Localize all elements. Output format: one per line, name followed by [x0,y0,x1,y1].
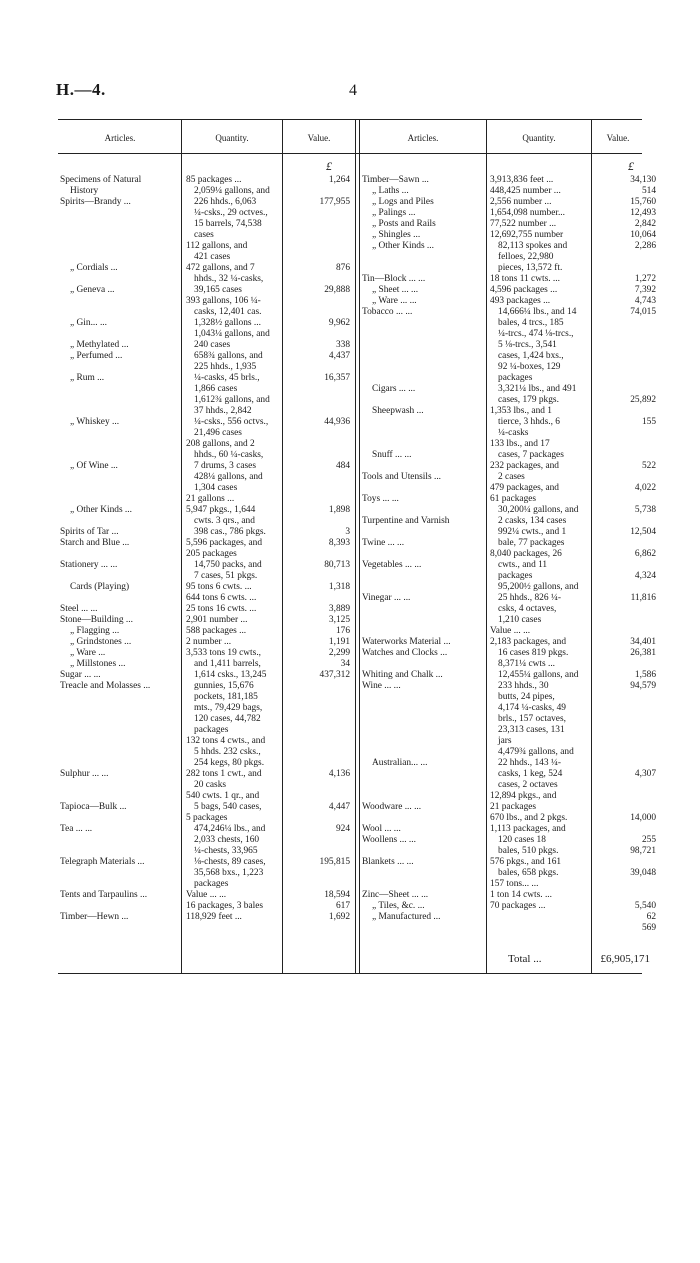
value-cell: 4,022 [634,483,656,493]
article-cell: „ Methylated ... [70,340,129,350]
value-cell: 10,064 [630,230,656,240]
article-cell: Woollens ... ... [362,835,416,845]
quantity-cell: ¼-casks [498,428,529,438]
table-bottom-rule [58,973,642,974]
quantity-cell: cwts. 3 qrs., and [194,516,255,526]
quantity-cell: pockets, 181,185 [194,692,258,702]
article-cell: Steel ... ... [60,604,98,614]
quantity-cell: packages [194,725,229,735]
article-cell: Vinegar ... ... [362,593,411,603]
quantity-cell: 22 hhds., 143 ¼- [498,758,562,768]
article-cell: „ Whiskey ... [70,417,120,427]
quantity-cell: 5 ⅛-trcs., 3,541 [498,340,557,350]
value-cell: 195,815 [319,857,350,867]
quantity-cell: 226 hhds., 6,063 [194,197,257,207]
value-cell: 1,586 [634,670,656,680]
quantity-cell: 3,321¼ lbs., and 491 [498,384,577,394]
quantity-cell: 4,596 packages ... [490,285,558,295]
quantity-cell: 23,313 cases, 131 [498,725,565,735]
quantity-cell: 1,353 lbs., and 1 [490,406,552,416]
value-cell: 5,738 [634,505,656,515]
quantity-cell: 240 cases [194,340,231,350]
quantity-cell: ¼-trcs., 474 ⅛-trcs., [498,329,574,339]
quantity-cell: and 1,411 barrels, [194,659,261,669]
article-cell: Starch and Blue ... [60,538,130,548]
value-cell: 4,743 [634,296,656,306]
header-bottom-rule [58,153,642,154]
article-cell: „ Palings ... [372,208,416,218]
value-cell: 98,721 [630,846,656,856]
quantity-cell: 95,200½ gallons, and [498,582,579,592]
quantity-cell: 8,040 packages, 26 [490,549,562,559]
article-cell: „ Ware ... [70,648,106,658]
value-cell: 338 [335,340,350,350]
quantity-cell: 16 packages, 3 bales [186,901,264,911]
quantity-cell: cases, 7 packages [498,450,564,460]
article-cell: Wine ... ... [362,681,401,691]
article-cell: Treacle and Molasses ... [60,681,151,691]
value-cell: 2,299 [328,648,350,658]
quantity-cell: felloes, 22,980 [498,252,554,262]
quantity-cell: 5,947 pkgs., 1,644 [186,505,256,515]
quantity-cell: 112 gallons, and [186,241,248,251]
quantity-cell: 39,165 cases [194,285,242,295]
quantity-cell: 18 tons 11 cwts. ... [490,274,560,284]
col-head-quantity-right: Quantity. [522,133,556,143]
quantity-cell: 77,522 number ... [490,219,557,229]
quantity-cell: hhds., 60 ¼-casks, [194,450,264,460]
value-cell: 569 [641,923,656,933]
quantity-cell: 25 hhds., 826 ¼- [498,593,562,603]
value-cell: 74,015 [630,307,656,317]
quantity-cell: 393 gallons, 106 ¼- [186,296,261,306]
quantity-cell: 658¾ gallons, and [194,351,263,361]
article-cell: Tin—Block ... ... [362,274,426,284]
quantity-cell: 157 tons... ... [490,879,539,889]
article-cell: Blankets ... ... [362,857,414,867]
quantity-cell: ¼-csks., 29 octves., [194,208,268,218]
value-cell: 4,437 [328,351,350,361]
article-cell: Tools and Utensils ... [362,472,442,482]
quantity-cell: 12,692,755 number [490,230,564,240]
quantity-cell: ¼-chests, 33,965 [194,846,258,856]
value-cell: 617 [335,901,350,911]
article-cell: „ Other Kinds ... [372,241,434,251]
quantity-cell: pieces, 13,572 ft. [498,263,563,273]
quantity-cell: 992¼ cwts., and 1 [498,527,567,537]
quantity-cell: 208 gallons, and 2 [186,439,255,449]
quantity-cell: 5 hhds. 232 csks., [194,747,261,757]
article-cell: Spirits of Tar ... [60,527,119,537]
quantity-cell: 14,666¼ lbs., and 14 [498,307,577,317]
quantity-cell: 5 bags, 540 cases, [194,802,262,812]
article-cell: „ Of Wine ... [70,461,118,471]
quantity-cell: bales, 4 trcs., 185 [498,318,564,328]
article-cell: „ Shingles ... [372,230,421,240]
quantity-cell: hhds., 32 ¼-casks, [194,274,264,284]
page-code: H.—4. [56,80,106,99]
article-cell: Tea ... ... [60,824,93,834]
article-cell: Stone—Building ... [60,615,133,625]
quantity-cell: 588 packages ... [186,626,247,636]
article-cell: „ Manufactured ... [372,912,441,922]
quantity-cell: 2 number ... [186,637,232,647]
quantity-cell: 644 tons 6 cwts. ... [186,593,257,603]
quantity-cell: tierce, 3 hhds., 6 [498,417,560,427]
value-cell: 2,286 [634,241,656,251]
quantity-cell: cases [194,230,214,240]
quantity-cell: 21 packages [490,802,537,812]
quantity-cell: jars [498,736,512,746]
value-cell: 1,692 [328,912,350,922]
quantity-cell: 5,596 packages, and [186,538,263,548]
value-cell: 15,760 [630,197,656,207]
article-cell: „ Sheet ... ... [372,285,419,295]
quantity-cell: packages [498,571,533,581]
quantity-cell: 70 packages ... [490,901,546,911]
quantity-cell: 3,913,836 feet ... [490,175,554,185]
quantity-cell: 398 cas., 786 pkgs. [194,527,266,537]
value-cell: 11,816 [630,593,656,603]
quantity-cell: 4,174 ¼-casks, 49 [498,703,566,713]
quantity-cell: Value ... ... [490,626,531,636]
value-cell: 94,579 [630,681,656,691]
quantity-cell: 479 packages, and [490,483,559,493]
quantity-cell: 1,614 csks., 13,245 [194,670,267,680]
value-cell: 62 [646,912,656,922]
article-cell: „ Geneva ... [70,285,115,295]
quantity-cell: 1,210 cases [498,615,542,625]
quantity-cell: cwts., and 11 [498,560,548,570]
quantity-cell: ⅛-chests, 89 cases, [194,857,266,867]
article-cell: Woodware ... ... [362,802,422,812]
article-cell: Tobacco ... ... [362,307,413,317]
quantity-cell: cases, 179 pkgs. [498,395,559,405]
article-cell: Specimens of Natural [60,175,142,185]
col-rule-3b [359,119,360,973]
quantity-cell: 448,425 number ... [490,186,561,196]
article-cell: „ Other Kinds ... [70,505,132,515]
col-head-value-left: Value. [307,133,331,143]
quantity-cell: 35,568 bxs., 1,223 [194,868,264,878]
quantity-cell: 21,496 cases [194,428,242,438]
quantity-cell: casks, 1 keg, 524 [498,769,563,779]
value-cell: 484 [335,461,350,471]
article-cell: „ Flagging ... [70,626,120,636]
value-cell: 14,000 [630,813,656,823]
quantity-cell: 37 hhds., 2,842 [194,406,252,416]
article-cell: Telegraph Materials ... [60,857,145,867]
quantity-cell: 92 ¼-boxes, 129 [498,362,561,372]
quantity-cell: bales, 658 pkgs. [498,868,559,878]
quantity-cell: 493 packages ... [490,296,551,306]
value-cell: 4,136 [328,769,350,779]
article-cell: „ Perfumed ... [70,351,123,361]
total-value: £6,905,171 [600,953,650,965]
article-cell: Toys ... ... [362,494,399,504]
value-cell: 155 [641,417,656,427]
article-cell: Spirits—Brandy ... [60,197,131,207]
article-cell: „ Millstones ... [70,659,126,669]
value-cell: 522 [641,461,656,471]
currency-sign-left: £ [326,159,332,173]
table-top-rule [58,119,642,120]
value-cell: 12,504 [630,527,656,537]
quantity-cell: 1,612¾ gallons, and [194,395,270,405]
value-cell: 176 [335,626,350,636]
quantity-cell: 12,455¼ gallons, and [498,670,579,680]
value-cell: 34,401 [630,637,656,647]
quantity-cell: 7 drums, 3 cases [194,461,256,471]
value-cell: 1,898 [328,505,350,515]
quantity-cell: 1,304 cases [194,483,238,493]
quantity-cell: csks, 4 octaves, [498,604,557,614]
article-cell: „ Laths ... [372,186,409,196]
quantity-cell: 1,654,098 number... [490,208,565,218]
article-cell: Cigars ... ... [372,384,416,394]
value-cell: 80,713 [324,560,350,570]
quantity-cell: bales, 510 pkgs. [498,846,559,856]
article-cell: „ Cordials ... [70,263,118,273]
value-cell: 177,955 [319,197,350,207]
article-cell: Tapioca—Bulk ... [60,802,127,812]
value-cell: 3,125 [328,615,350,625]
article-cell: „ Ware ... ... [372,296,417,306]
value-cell: 39,048 [630,868,656,878]
quantity-cell: 282 tons 1 cwt., and [186,769,262,779]
article-cell: Waterworks Material ... [362,637,451,647]
quantity-cell: 2 casks, 134 cases [498,516,567,526]
article-cell: „ Logs and Piles [372,197,434,207]
article-cell: Sheepwash ... [372,406,424,416]
quantity-cell: cases, 1,424 bxs., [498,351,564,361]
value-cell: 25,892 [630,395,656,405]
value-cell: 4,447 [328,802,350,812]
article-cell: Sugar ... ... [60,670,101,680]
quantity-cell: 1,328½ gallons ... [194,318,261,328]
quantity-cell: 133 lbs., and 17 [490,439,550,449]
quantity-cell: butts, 24 pipes, [498,692,555,702]
quantity-cell: ¼-casks, 45 brls., [194,373,260,383]
quantity-cell: 254 kegs, 80 pkgs. [194,758,265,768]
value-cell: 255 [641,835,656,845]
col-head-articles-left: Articles. [104,133,136,143]
col-rule-4 [486,119,487,973]
quantity-cell: 2,183 packages, and [490,637,567,647]
quantity-cell: ¼-csks., 556 octvs., [194,417,269,427]
quantity-cell: 1,113 packages, and [490,824,566,834]
article-cell: Tents and Tarpaulins ... [60,890,148,900]
col-rule-1 [181,119,182,973]
value-cell: 34 [340,659,350,669]
value-cell: 1,272 [634,274,656,284]
value-cell: 2,842 [634,219,656,229]
col-rule-2 [282,119,283,973]
quantity-cell: 82,113 spokes and [498,241,568,251]
value-cell: 4,307 [634,769,656,779]
article-cell: Turpentine and Varnish [362,516,450,526]
value-cell: 9,962 [328,318,350,328]
quantity-cell: mts., 79,429 bags, [194,703,263,713]
quantity-cell: 12,894 pkgs., and [490,791,557,801]
quantity-cell: packages [498,373,533,383]
article-cell: „ Gin... ... [70,318,107,328]
value-cell: 876 [335,263,350,273]
article-cell: Twine ... ... [362,538,405,548]
quantity-cell: 21 gallons ... [186,494,235,504]
value-cell: 34,130 [630,175,656,185]
value-cell: 1,191 [328,637,350,647]
quantity-cell: 1,866 cases [194,384,238,394]
article-cell: Zinc—Sheet ... ... [362,890,429,900]
value-cell: 7,392 [634,285,656,295]
quantity-cell: 132 tons 4 cwts., and [186,736,266,746]
article-cell: Wool ... ... [362,824,401,834]
value-cell: 29,888 [324,285,350,295]
col-rule-3 [355,119,356,973]
quantity-cell: Value ... ... [186,890,227,900]
quantity-cell: bale, 77 packages [498,538,565,548]
value-cell: 1,264 [328,175,350,185]
quantity-cell: 472 gallons, and 7 [186,263,255,273]
article-cell: Vegetables ... ... [362,560,422,570]
quantity-cell: 7 cases, 51 pkgs. [194,571,258,581]
quantity-cell: 120 cases, 44,782 [194,714,261,724]
quantity-cell: 30,200¼ gallons, and [498,505,579,515]
quantity-cell: 2,901 number ... [186,615,248,625]
article-cell: „ Grindstones ... [70,637,132,647]
article-cell: Stationery ... ... [60,560,118,570]
quantity-cell: 118,929 feet ... [186,912,242,922]
quantity-cell: 205 packages [186,549,237,559]
quantity-cell: 3,533 tons 19 cwts., [186,648,261,658]
quantity-cell: 2,059¼ gallons, and [194,186,270,196]
value-cell: 3 [345,527,350,537]
quantity-cell: 540 cwts. 1 qr., and [186,791,260,801]
value-cell: 18,594 [324,890,350,900]
article-cell: „ Rum ... [70,373,105,383]
quantity-cell: 2 cases [498,472,525,482]
quantity-cell: 225 hhds., 1,935 [194,362,257,372]
article-cell: Whiting and Chalk ... [362,670,443,680]
quantity-cell: brls., 157 octaves, [498,714,566,724]
article-cell: Cards (Playing) [70,582,130,592]
value-cell: 12,493 [630,208,656,218]
article-cell: Snuff ... ... [372,450,412,460]
quantity-cell: 670 lbs., and 2 pkgs. [490,813,568,823]
quantity-cell: gunnies, 15,676 [194,681,254,691]
value-cell: 5,540 [634,901,656,911]
article-cell: „ Tiles, &c. ... [372,901,425,911]
quantity-cell: 2,556 number ... [490,197,552,207]
quantity-cell: 85 packages ... [186,175,242,185]
article-cell: Australian... ... [372,758,428,768]
value-cell: 44,936 [324,417,350,427]
value-cell: 1,318 [328,582,350,592]
value-cell: 26,381 [630,648,656,658]
quantity-cell: 25 tons 16 cwts. ... [186,604,257,614]
article-cell: Timber—Sawn ... [362,175,429,185]
quantity-cell: 8,371¼ cwts ... [498,659,556,669]
value-cell: 4,324 [634,571,656,581]
article-cell: Timber—Hewn ... [60,912,129,922]
value-cell: 924 [335,824,350,834]
col-head-quantity-left: Quantity. [215,133,249,143]
col-head-value-right: Value. [606,133,630,143]
quantity-cell: 576 pkgs., and 161 [490,857,562,867]
quantity-cell: 233 hhds., 30 [498,681,549,691]
value-cell: 3,889 [328,604,350,614]
quantity-cell: 20 casks [194,780,227,790]
article-cell: „ Posts and Rails [372,219,436,229]
quantity-cell: 421 cases [194,252,231,262]
value-cell: 8,393 [328,538,350,548]
value-cell: 6,862 [634,549,656,559]
quantity-cell: 16 cases 819 pkgs. [498,648,569,658]
quantity-cell: 2,033 chests, 160 [194,835,260,845]
quantity-cell: 120 cases 18 [498,835,546,845]
col-rule-5 [591,119,592,973]
quantity-cell: 232 packages, and [490,461,559,471]
total-label: Total ... [508,953,542,965]
article-cell: History [70,186,99,196]
currency-sign-right: £ [628,159,634,173]
article-cell: Sulphur ... ... [60,769,109,779]
quantity-cell: 4,479¾ gallons, and [498,747,574,757]
quantity-cell: 5 packages [186,813,228,823]
value-cell: 514 [641,186,656,196]
quantity-cell: 61 packages [490,494,537,504]
page-number: 4 [349,82,357,99]
quantity-cell: 1,043¼ gallons, and [194,329,270,339]
quantity-cell: 95 tons 6 cwts. ... [186,582,252,592]
col-head-articles-right: Articles. [407,133,439,143]
quantity-cell: casks, 12,401 cas. [194,307,262,317]
quantity-cell: 15 barrels, 74,538 [194,219,262,229]
quantity-cell: packages [194,879,229,889]
quantity-cell: cases, 2 octaves [498,780,558,790]
quantity-cell: 14,750 packs, and [194,560,262,570]
quantity-cell: 1 ton 14 cwts. ... [490,890,552,900]
quantity-cell: 474,246¼ lbs., and [194,824,266,834]
quantity-cell: 428¼ gallons, and [194,472,263,482]
value-cell: 437,312 [319,670,350,680]
article-cell: Watches and Clocks ... [362,648,448,658]
value-cell: 16,357 [324,373,350,383]
